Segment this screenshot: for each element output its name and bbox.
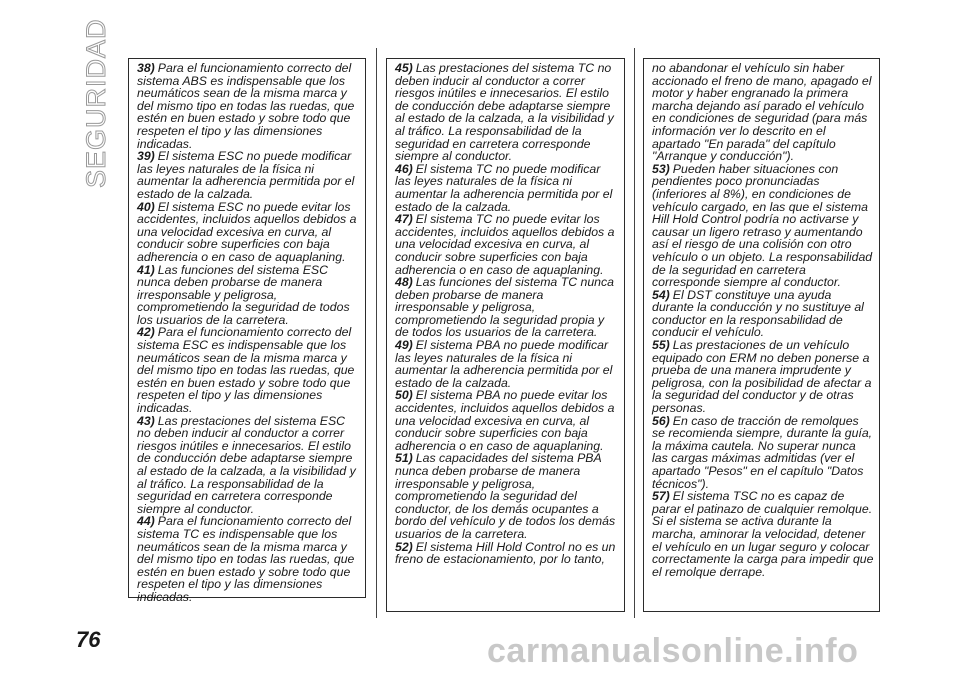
warning-text: Las prestaciones del sistema TC no deben inducir al conductor a correr riesgos inútiles e innecesarios. El estilo de conducción debe adaptarse siempre al estado de la calzada, a la visibilidad y al tráfico. La responsabilidad de la seguridad en carretera corresponde siempre al conductor. [395,61,614,164]
warning-text: no abandonar el vehículo sin haber accionado el freno de mano, apagado el motor y haber engranado la primera marcha dejando así parado el vehículo en condiciones de seguridad (para más información ver lo descrito en el apartado "En parada" del capítulo "Arranque y conducción"). [652,61,872,164]
warning-number: 43) [137,413,155,428]
warning-text: Para el funcionamiento correcto del sistema ESC es indispensable que los neumáticos sean de la misma marca y del mismo tipo en todas las ruedas, que estén en buen estado y sobre todo que respeten el tipo y las dimensiones indicadas. [137,325,355,416]
warning-paragraph [395,389,619,452]
warning-text: El sistema TSC no es capaz de parar el patinazo de cualquier remolque. Si el sistema se activa durante la marcha, aminorar la velocidad, detener el vehículo en un lugar seguro y colocar correctamente la carga para impedir que el remolque derrape. [652,489,874,579]
warning-text: Las funciones del sistema ESC nunca deben probarse de manera irresponsable y peligrosa, comprometiendo la seguridad de todos los usuarios de la carretera. [137,262,350,327]
page-number: 76 [76,627,101,652]
warning-paragraph [137,326,360,414]
warning-number: 55) [652,338,670,353]
warning-number: 42) [137,325,155,340]
warning-paragraph [137,62,360,150]
warning-number: 53) [652,161,670,176]
warning-paragraph [395,339,619,389]
warning-paragraph [652,163,874,289]
warning-text: Las prestaciones de un vehículo equipado con ERM no deben ponerse a prueba de una manera imprudente y peligrosa, con la posibilidad de afectar a la seguridad del conductor y de otras personas. [652,338,872,416]
warning-column-2 [386,58,625,612]
warning-number: 50) [395,388,413,403]
warning-number: 39) [137,149,155,164]
warning-text: El DST constituye una ayuda durante la conducción y no sustituye al conductor en la responsabilidad de conducir el vehículo. [652,287,864,340]
warning-number: 49) [395,338,413,353]
warning-column-1 [128,58,366,604]
warning-paragraph [395,541,619,566]
warning-paragraph [137,515,360,603]
warning-text: El sistema ESC no puede evitar los accidentes, incluidos aquellos debidos a una velocidad excesiva en curva, al conducir sobre superficies con baja adherencia o en caso de aquaplaning. [137,199,357,264]
warning-text: Para el funcionamiento correcto del sistema ABS es indispensable que los neumáticos sean de la misma marca y del mismo tipo en todas las ruedas, que estén en buen estado y sobre todo que respeten el tipo y las dimensiones indicadas. [137,61,355,151]
warning-text: En caso de tracción de remolques se recomienda siempre, durante la guía, la máxima cautela. No superar nunca las cargas máximas admitidas (ver el apartado "Pesos" en el capítulo "Datos técnicos"). [652,413,873,491]
warning-text: Las capacidades del sistema PBA nunca deben probarse de manera irresponsable y peligrosa, comprometiendo la seguridad del conductor, de los demás ocupantes a bordo del vehículo y de todos los demás usuarios de la carretera. [395,451,616,541]
warning-paragraph [395,163,619,213]
warning-number: 48) [395,275,413,290]
watermark: carmanualsonline.info [487,632,859,670]
warning-text: El sistema Hill Hold Control no es un freno de estacionamiento, por lo tanto, [395,539,616,567]
warning-number: 46) [395,161,413,176]
warning-text: El sistema TC no puede evitar los accidentes, incluidos aquellos debidos a una velocidad excesiva en curva, al conducir sobre superficies con baja adherencia o en caso de aquaplaning. [395,212,615,277]
warning-paragraph [137,150,360,200]
warning-number: 52) [395,539,413,554]
warning-paragraph [395,452,619,540]
warning-number: 47) [395,212,413,227]
warning-paragraph [652,289,874,339]
warning-text: Para el funcionamiento correcto del sistema TC es indispensable que los neumáticos sean de la misma marca y del mismo tipo en todas las ruedas, que estén en buen estado y sobre todo que respeten el tipo y las dimensiones indicadas. [137,514,355,604]
warning-text: Las prestaciones del sistema ESC no deben inducir al conductor a correr riesgos inútiles e innecesarios. El estilo de conducción debe adaptarse siempre al estado de la calzada, a la visibilidad y al tráfico. La responsabilidad de la seguridad en carretera corresponde siempre al conductor. [137,413,356,516]
warning-number: 41) [137,262,155,277]
warning-text: El sistema PBA no puede modificar las leyes naturales de la física ni aumentar la adherencia permitida por el estado de la calzada. [395,338,613,390]
warning-paragraph [137,264,360,327]
warning-paragraph [652,62,874,163]
column-separator [634,48,635,618]
warning-paragraph [652,415,874,491]
warning-text: Las funciones del sistema TC nunca deben probarse de manera irresponsable y peligrosa, comprometiendo la seguridad propia y de todos los usuarios de la carretera. [395,275,615,340]
warning-paragraph [395,213,619,276]
warning-text: El sistema PBA no puede evitar los accidentes, incluidos aquellos debidos a una velocidad excesiva en curva, al conducir sobre superficies con baja adherencia o en caso de aquaplaning. [395,388,615,453]
warning-paragraph [652,490,874,578]
warning-number: 44) [137,514,155,529]
warning-number: 54) [652,287,670,302]
warning-column-3 [643,58,880,612]
warning-paragraph [395,62,619,163]
warning-text: El sistema TC no puede modificar las leyes naturales de la física ni aumentar la adherencia permitida por el estado de la calzada. [395,161,613,214]
warning-number: 51) [395,451,413,466]
warning-text: Pueden haber situaciones con pendientes poco pronunciadas (inferiores al 8%), en condiciones de vehículo cargado, en las que el sistema Hill Hold Control podría no activarse y causar un ligero retraso y aumentando así el riesgo de una colisión con otro vehículo o un objeto. La responsabilidad de la seguridad en carretera corresponde siempre al conductor. [652,161,873,290]
warning-number: 40) [137,199,155,214]
warning-paragraph [137,415,360,516]
warning-paragraph [395,276,619,339]
column-separator [376,48,377,618]
warning-number: 38) [137,61,155,75]
warning-number: 57) [652,489,670,504]
warning-number: 45) [395,61,413,75]
section-side-title: SEGURIDAD [81,18,111,188]
warning-text: El sistema ESC no puede modificar las leyes naturales de la física ni aumentar la adherencia permitida por el estado de la calzada. [137,149,355,201]
warning-paragraph [137,201,360,264]
warning-paragraph [652,339,874,415]
warning-number: 56) [652,413,670,428]
